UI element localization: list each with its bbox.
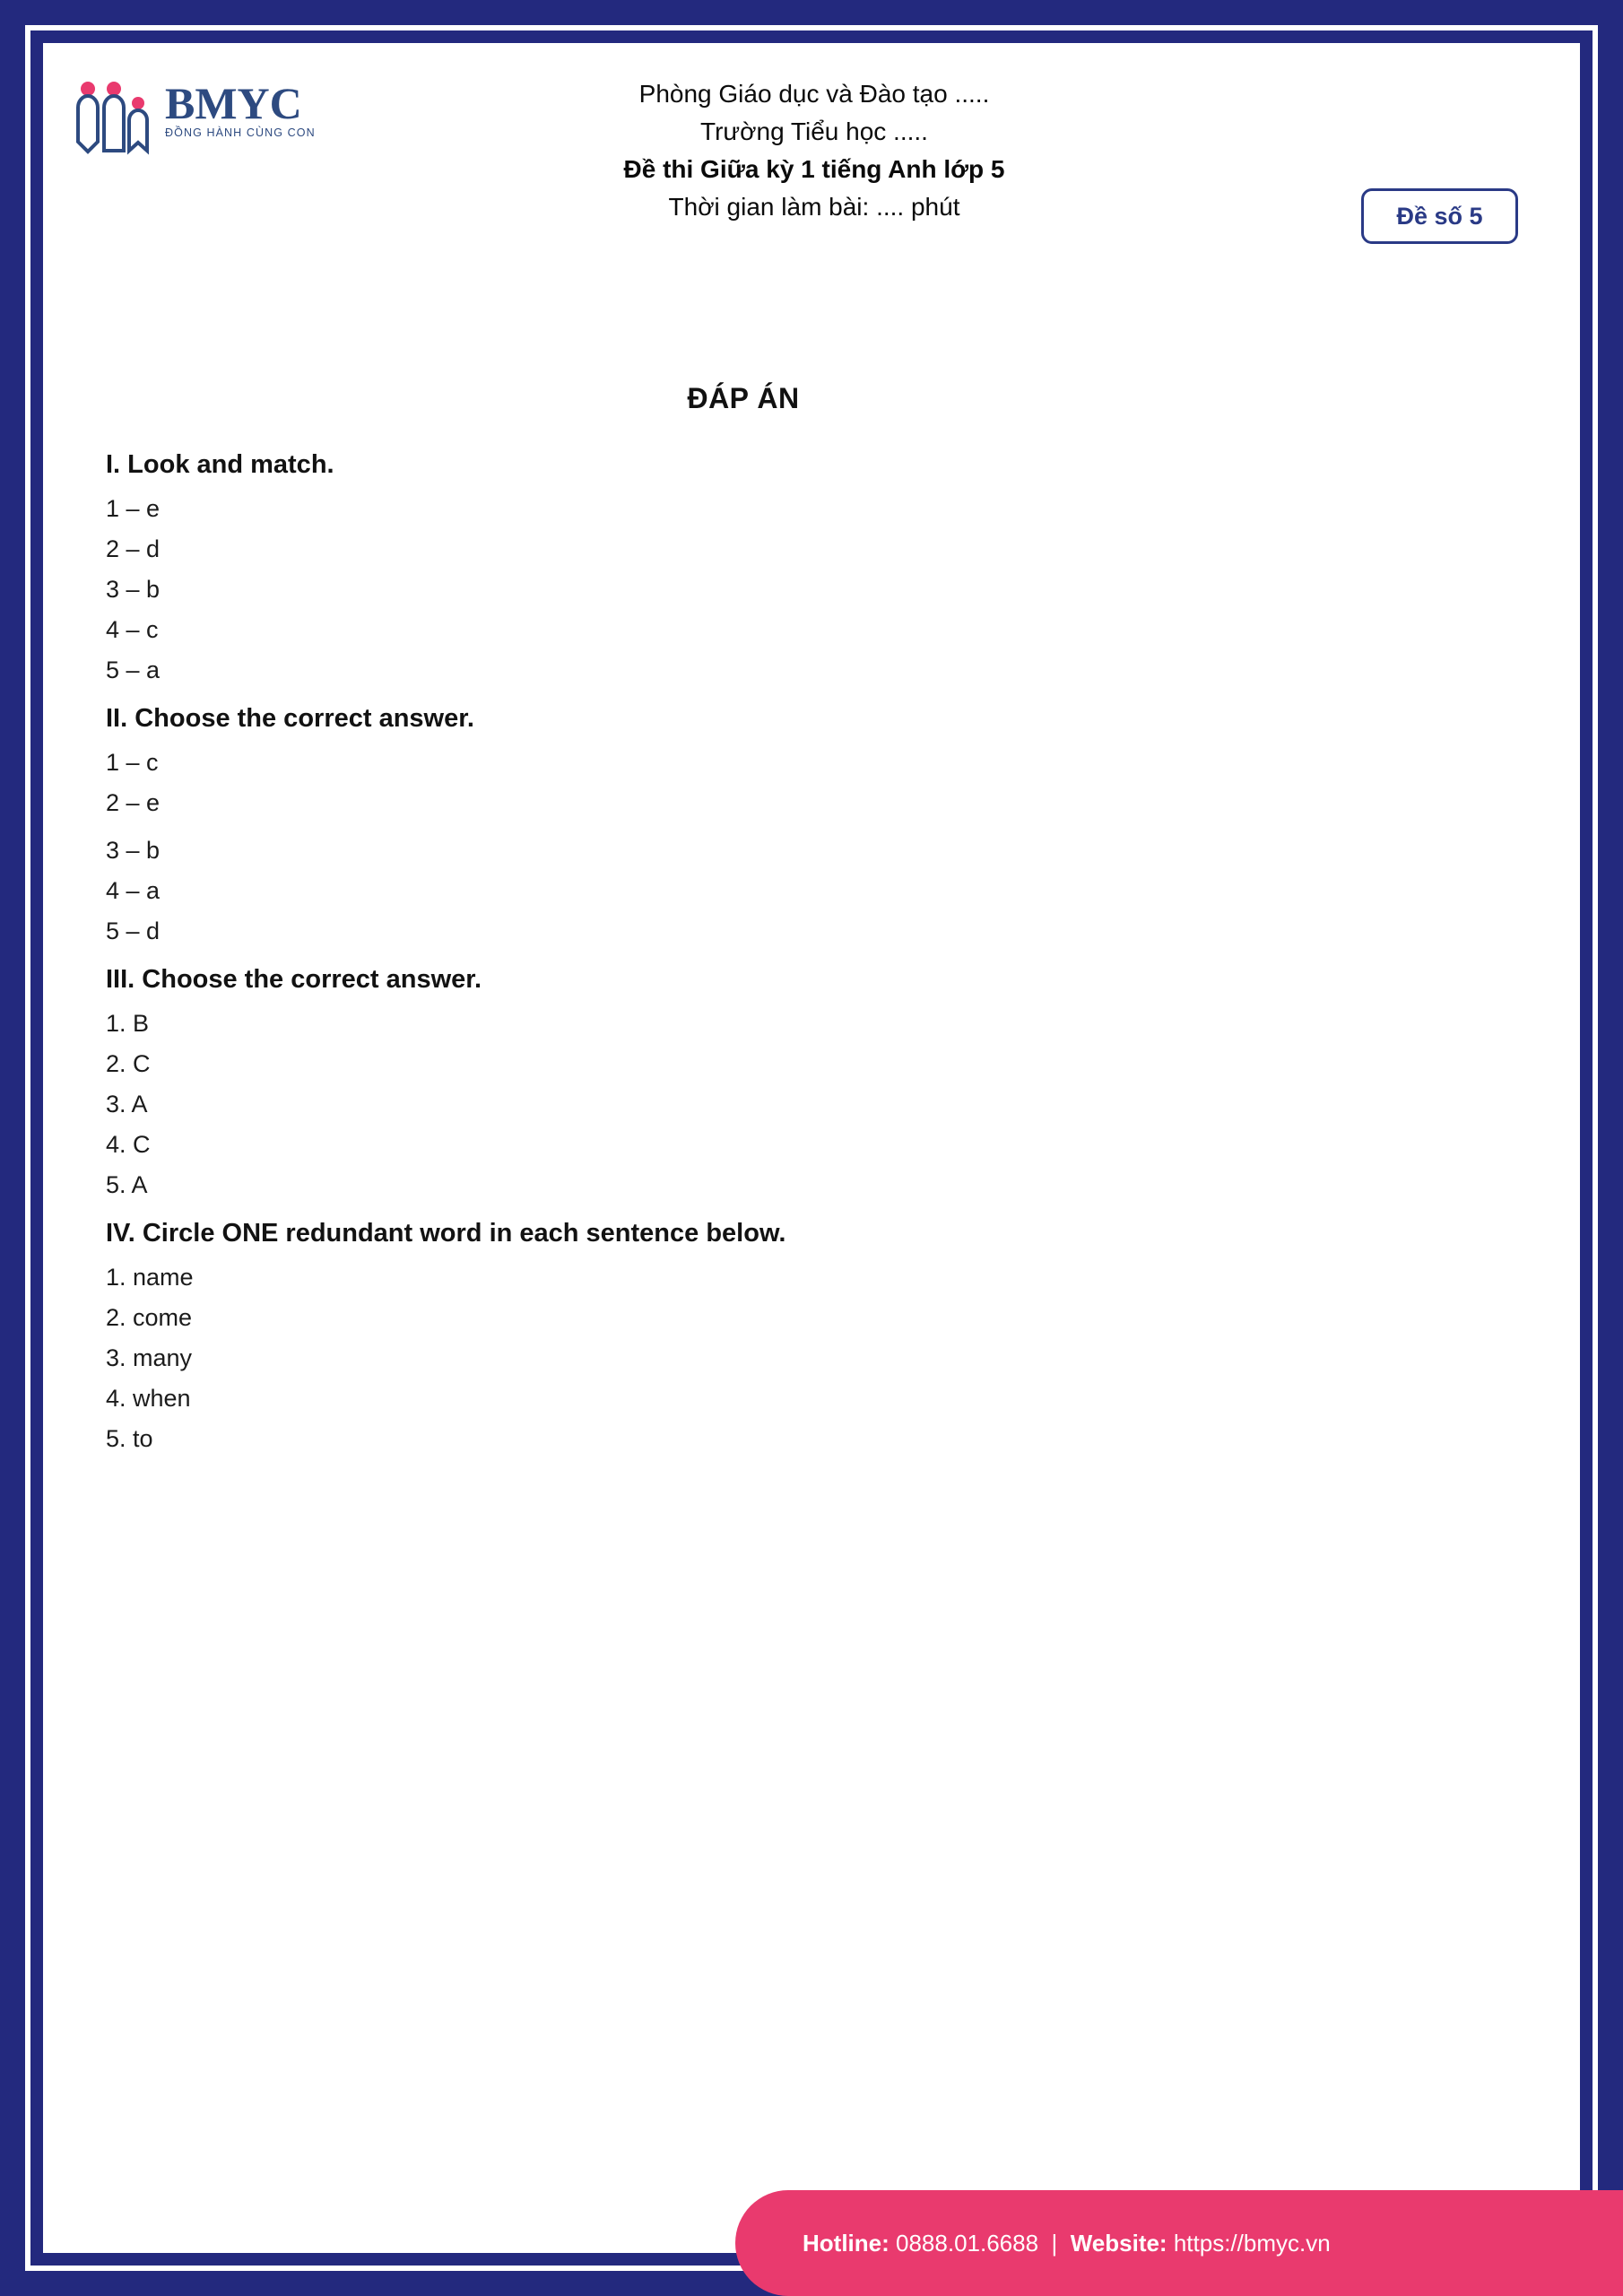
answer-item: 5. A — [106, 1171, 148, 1198]
answer-item: 3. A — [106, 1091, 148, 1118]
section-iv-heading: IV. Circle ONE redundant word in each sentence below. — [106, 1219, 786, 1248]
logo-wordmark: BMYC — [165, 78, 302, 128]
header-line-department: Phòng Giáo dục và Đào tạo ..... — [638, 80, 990, 108]
answer-item: 3 – b — [106, 576, 161, 603]
answer-item: 3. many — [106, 1344, 193, 1371]
contact-footer-text — [803, 2230, 1331, 2257]
website-label: Website: — [1070, 2230, 1167, 2257]
section-ii — [106, 698, 1505, 952]
answer-item: 2 – e — [106, 789, 161, 816]
section-i — [106, 444, 1505, 691]
section-ii-heading: II. Choose the correct answer. — [106, 704, 474, 733]
section-iii-heading: III. Choose the correct answer. — [106, 965, 482, 994]
bmyc-logo — [72, 77, 341, 163]
answer-item: 2. come — [106, 1304, 193, 1331]
answer-item: 2 – d — [106, 535, 161, 562]
answer-item: 1 – e — [106, 495, 161, 522]
answer-item: 1. name — [106, 1264, 194, 1291]
section-iii — [106, 959, 1505, 1205]
paper-sheet — [43, 43, 1580, 2253]
answer-item: 4. when — [106, 1385, 191, 1412]
three-people-logo-icon — [72, 81, 161, 158]
document-header — [43, 43, 1580, 240]
website-value: https://bmyc.vn — [1173, 2230, 1331, 2257]
answer-item: 1. B — [106, 1010, 150, 1037]
header-line-school: Trường Tiểu học ..... — [700, 117, 928, 145]
header-line-duration: Thời gian làm bài: .... phút — [668, 193, 960, 221]
logo-tagline: ĐỒNG HÀNH CÙNG CON — [165, 126, 316, 139]
footer-separator: | — [1051, 2230, 1058, 2257]
exam-number-badge — [1361, 188, 1518, 244]
section-i-heading: I. Look and match. — [106, 450, 334, 479]
hotline-label: Hotline: — [803, 2230, 890, 2257]
contact-footer-bar — [735, 2190, 1623, 2296]
logo-text-block — [165, 79, 341, 140]
answer-item: 1 – c — [106, 749, 159, 776]
header-line-exam-title: Đề thi Giữa kỳ 1 tiếng Anh lớp 5 — [623, 155, 1005, 183]
answer-item: 3 – b — [106, 837, 161, 864]
answer-item: 4 – a — [106, 877, 161, 904]
answer-item: 5. to — [106, 1425, 153, 1452]
exam-number-badge-label: Đề số 5 — [1396, 203, 1483, 230]
answer-key-title: ĐÁP ÁN — [687, 382, 800, 414]
header-title-block — [429, 75, 1200, 226]
answer-item: 4 – c — [106, 616, 159, 643]
section-iv — [106, 1213, 1505, 1459]
answer-item: 4. C — [106, 1131, 151, 1158]
answer-item: 5 – d — [106, 918, 161, 944]
answer-item: 5 – a — [106, 657, 161, 683]
hotline-value: 0888.01.6688 — [896, 2230, 1039, 2257]
answer-item: 2. C — [106, 1050, 151, 1077]
answer-key-content — [106, 444, 1505, 1459]
